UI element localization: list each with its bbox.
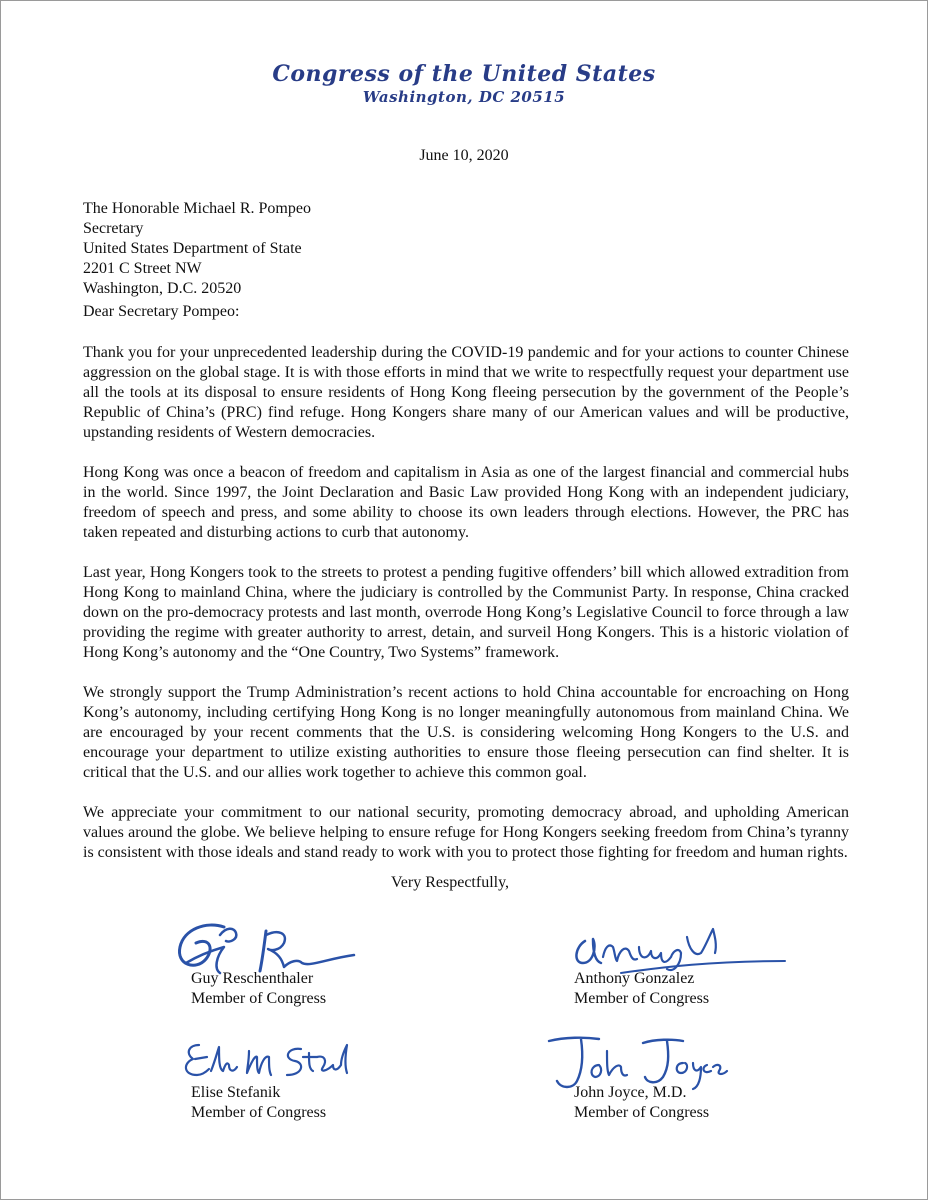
signer-title: Member of Congress (574, 1104, 710, 1121)
body-paragraph: Thank you for your unprecedented leadership during the COVID-19 pandemic and for your actions to counter Chinese aggression on the global stage. It is with those efforts in mind that we write to respectfully request your department use all the tools at its disposal to ensure residents of Hong Kong fleeing persecution by the government of the People’s Republic of China’s (PRC) find refuge. Hong Kongers share many of our American values and will be productive, upstanding residents of Western democracies. (83, 344, 849, 441)
signer-name: John Joyce, M.D. (574, 1084, 687, 1101)
signer-reschenthaler (191, 969, 326, 1009)
signer-title: Member of Congress (191, 990, 327, 1007)
letter-date: June 10, 2020 (419, 147, 509, 164)
recipient-department: United States Department of State (83, 240, 302, 257)
body-paragraph: Hong Kong was once a beacon of freedom and capitalism in Asia as one of the largest financial and commercial hubs in the world. Since 1997, the Joint Declaration and Basic Law provided Hong Kong with an independent judiciary, freedom of speech and press, and some ability to choose its own leaders through elections. However, the PRC has taken repeated and disturbing actions to curb that autonomy. (83, 464, 849, 541)
recipient-city: Washington, D.C. 20520 (83, 280, 242, 297)
salutation: Dear Secretary Pompeo: (83, 303, 240, 320)
signer-joyce (574, 1083, 709, 1123)
signature-stefanik (177, 1035, 367, 1087)
closing: Very Respectfully, (391, 874, 510, 891)
signer-name: Guy Reschenthaler (191, 970, 314, 987)
letterhead-title: Congress of the United States (272, 61, 656, 87)
letter-body (83, 343, 849, 883)
signer-name: Elise Stefanik (191, 1084, 281, 1101)
body-paragraph: We strongly support the Trump Administration’s recent actions to hold China accountable for encroaching on Hong Kong’s autonomy, including certifying Hong Kong is no longer meaningfully autonomous from mainland China. We are encouraged by your recent comments that the U.S. is considering welcoming Hong Kongers to the U.S. and encourage your department to utilize existing authorities to ensure those fleeing persecution can find shelter. It is critical that the U.S. and our allies work together to achieve this common goal. (83, 684, 849, 781)
recipient-title: Secretary (83, 220, 144, 237)
body-paragraph: We appreciate your commitment to our national security, promoting democracy abroad, and upholding American values around the globe. We believe helping to ensure refuge for Hong Kongers seeking freedom from China’s tyranny is consistent with those ideals and stand ready to work with you to protect those fighting for freedom and human rights. (83, 804, 849, 861)
recipient-block (83, 199, 311, 299)
recipient-name: The Honorable Michael R. Pompeo (83, 200, 311, 217)
signer-title: Member of Congress (574, 990, 710, 1007)
signer-title: Member of Congress (191, 1104, 327, 1121)
signer-stefanik (191, 1083, 326, 1123)
signer-name: Anthony Gonzalez (574, 970, 695, 987)
letterhead-address: Washington, DC 20515 (362, 88, 566, 106)
body-paragraph: Last year, Hong Kongers took to the streets to protest a pending fugitive offenders’ bill which allowed extradition from Hong Kong to mainland China, where the judiciary is controlled by the Communist Party. In response, China cracked down on the pro-democracy protests and last month, overrode Hong Kong’s Legislative Council to force through a law providing the regime with greater authority to arrest, detain, and surveil Hong Kongers. This is a historic violation of Hong Kong’s autonomy and the “One Country, Two Systems” framework. (83, 564, 849, 661)
letterhead (1, 61, 927, 107)
signer-gonzalez (574, 969, 709, 1009)
recipient-street: 2201 C Street NW (83, 260, 202, 277)
